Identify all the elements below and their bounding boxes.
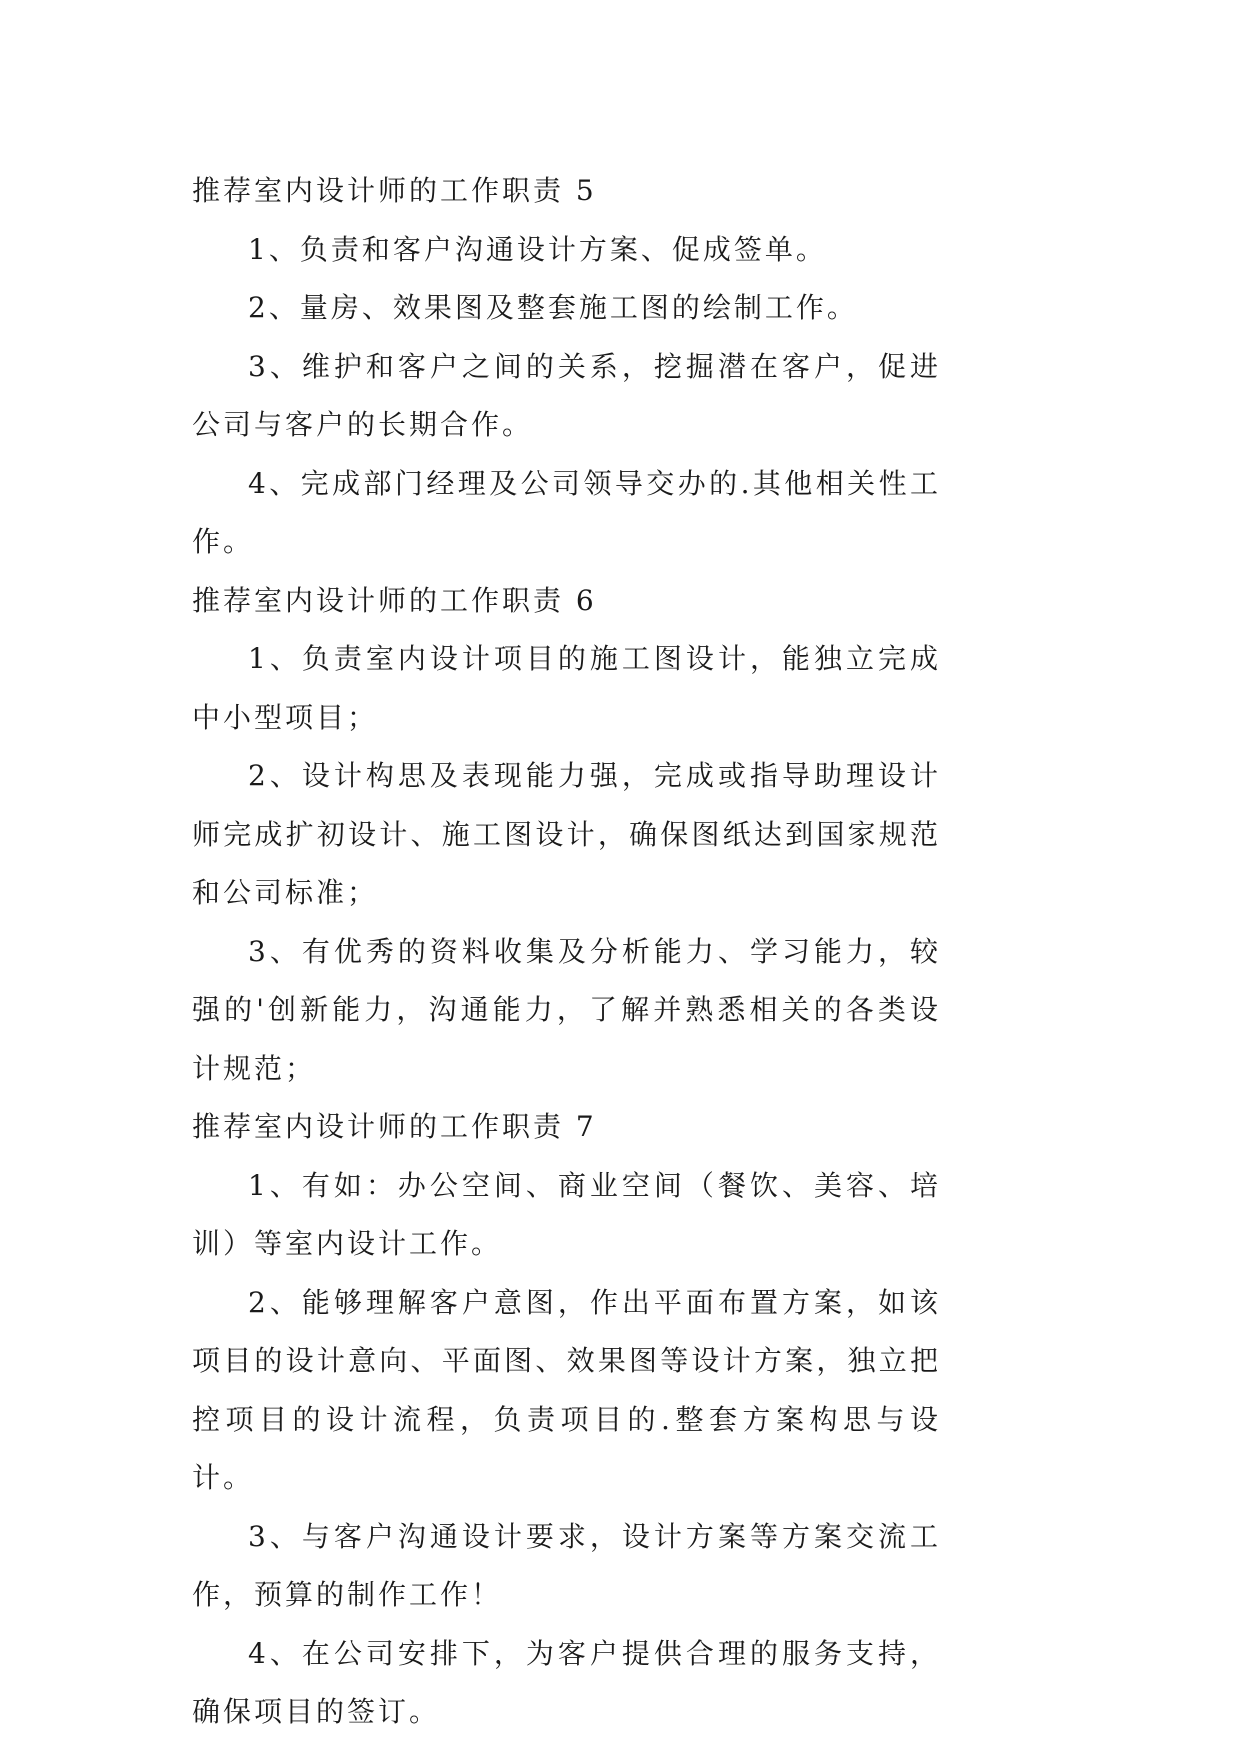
section-5 [192, 162, 941, 572]
paragraph: 3、维护和客户之间的关系，挖掘潜在客户，促进公司与客户的长期合作。 [192, 349, 941, 441]
section-6 [192, 572, 941, 1099]
paragraph: 1、有如：办公空间、商业空间（餐饮、美容、培训）等室内设计工作。 [192, 1168, 941, 1260]
section-title: 推荐室内设计师的工作职责 7 [192, 1110, 597, 1143]
paragraph: 4、完成部门经理及公司领导交办的.其他相关性工作。 [192, 466, 941, 558]
paragraph: 1、负责室内设计项目的施工图设计，能独立完成中小型项目； [192, 642, 941, 734]
paragraph: 3、与客户沟通设计要求，设计方案等方案交流工作，预算的制作工作！ [192, 1519, 941, 1611]
paragraph: 4、在公司安排下，为客户提供合理的服务支持，确保项目的签订。 [192, 1636, 941, 1728]
paragraph: 2、设计构思及表现能力强，完成或指导助理设计师完成扩初设计、施工图设计，确保图纸达到国家规范和公司标准； [192, 759, 941, 909]
paragraph: 3、有优秀的资料收集及分析能力、学习能力，较强的'创新能力，沟通能力，了解并熟悉相关的各类设计规范； [192, 934, 941, 1085]
section-title: 推荐室内设计师的工作职责 6 [192, 583, 597, 617]
paragraph: 2、能够理解客户意图，作出平面布置方案，如该项目的设计意向、平面图、效果图等设计方案，独立把控项目的设计流程，负责项目的.整套方案构思与设计。 [192, 1285, 941, 1494]
section-7 [192, 1098, 941, 1742]
section-title: 推荐室内设计师的工作职责 5 [192, 174, 597, 207]
paragraph: 1、负责和客户沟通设计方案、促成签单。 [248, 232, 827, 266]
paragraph: 2、量房、效果图及整套施工图的绘制工作。 [248, 291, 858, 324]
